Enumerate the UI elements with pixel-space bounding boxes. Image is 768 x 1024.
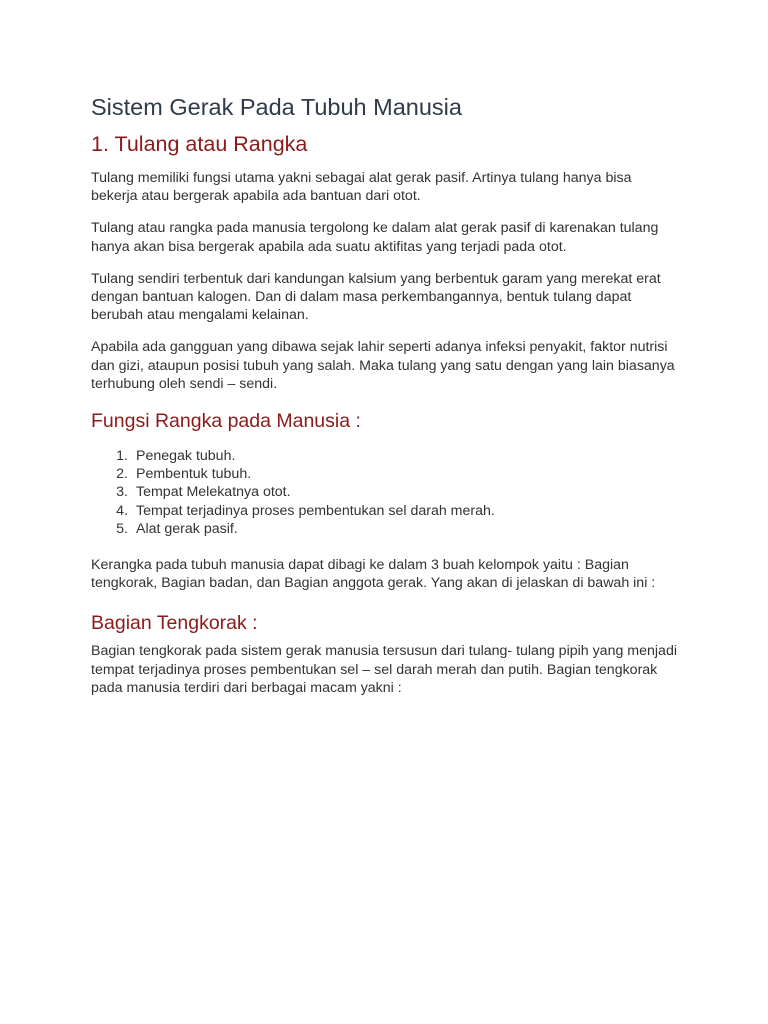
paragraph-gangguan: Apabila ada gangguan yang dibawa sejak lahir seperti adanya infeksi penyakit, faktor nutrisi dan gizi, ataupun posisi tubuh yang salah. Maka tulang yang satu dengan yang lain biasanya terhubung oleh sendi – sendi. [91,339,675,392]
list-item [91,447,681,465]
list-item [91,483,681,501]
document-page [91,92,681,697]
paragraph-kerangka: Kerangka pada tubuh manusia dapat dibagi ke dalam 3 buah kelompok yaitu : Bagian tengkorak, Bagian badan, dan Bagian anggota gerak. Yang akan di jelaskan di bawah ini : [91,557,656,592]
list-item-text: Pembentuk tubuh. [136,466,252,483]
section-heading-tulang: 1. Tulang atau Rangka [91,132,308,156]
list-item [91,520,681,538]
list-item-text: Penegak tubuh. [136,448,236,465]
paragraph-fungsi-tulang: Tulang memiliki fungsi utama yakni sebagai alat gerak pasif. Artinya tulang hanya bisa bekerja atau bergerak apabila ada bantuan dari otot. [91,170,632,205]
list-item [91,465,681,483]
list-item-text: Tempat terjadinya proses pembentukan sel darah merah. [136,502,495,519]
subheading-fungsi-rangka: Fungsi Rangka pada Manusia : [91,410,361,433]
paragraph-kalsium: Tulang sendiri terbentuk dari kandungan kalsium yang berbentuk garam yang merekat erat dengan bantuan kalogen. Dan di dalam masa perkembangannya, bentuk tulang dapat berubah atau mengalami kelainan. [91,270,661,324]
subheading-bagian-tengkorak: Bagian Tengkorak : [91,612,258,635]
list-item-text: Tempat Melekatnya otot. [136,484,291,501]
document-title: Sistem Gerak Pada Tubuh Manusia [91,94,462,120]
list-item-number: 5. [116,520,128,537]
list-item-number: 4. [116,502,128,519]
list-item-text: Alat gerak pasif. [136,520,238,537]
list-item [91,502,681,520]
fungsi-rangka-list [91,447,681,538]
list-item-number: 1. [116,448,128,465]
list-item-number: 2. [116,466,128,483]
paragraph-alat-gerak-pasif: Tulang atau rangka pada manusia tergolong ke dalam alat gerak pasif di karenakan tulang hanya akan bisa bergerak apabila ada suatu aktifitas yang terjadi pada otot. [91,220,659,255]
list-item-number: 3. [116,484,128,501]
paragraph-tengkorak: Bagian tengkorak pada sistem gerak manusia tersusun dari tulang- tulang pipih yang menjadi tempat terjadinya proses pembentukan sel – sel darah merah dan putih. Bagian tengkorak pada manusia terdiri dari berbagai macam yakni : [91,643,677,696]
